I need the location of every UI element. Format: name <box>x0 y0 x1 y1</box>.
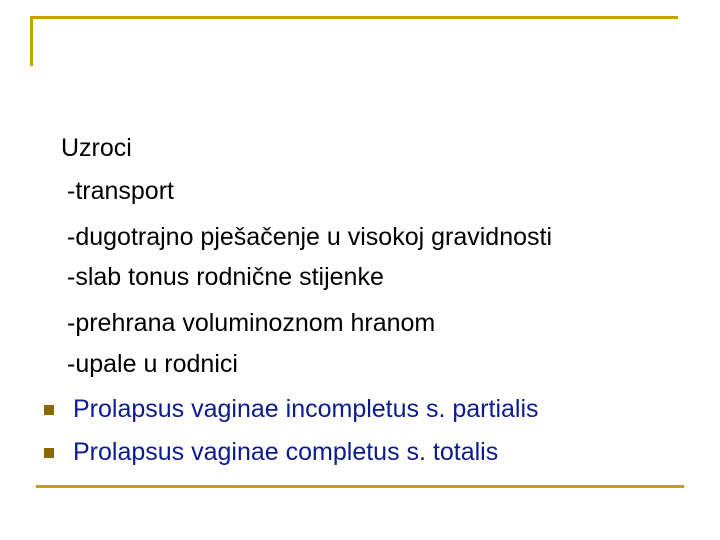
slide-heading: Uzroci <box>61 134 132 162</box>
cause-item: -upale u rodnici <box>67 350 238 378</box>
cause-item: -slab tonus rodnične stijenke <box>67 263 384 291</box>
cause-item: -transport <box>67 177 174 205</box>
cause-item: -dugotrajno pješačenje u visokoj gravidnosti <box>67 223 553 251</box>
cause-item: -prehrana voluminoznom hranom <box>67 309 436 337</box>
square-bullet-icon <box>44 405 54 415</box>
bullet-text: Prolapsus vaginae completus s. totalis <box>73 438 499 466</box>
bullet-text: Prolapsus vaginae incompletus s. partialis <box>73 395 539 423</box>
square-bullet-icon <box>44 448 54 458</box>
